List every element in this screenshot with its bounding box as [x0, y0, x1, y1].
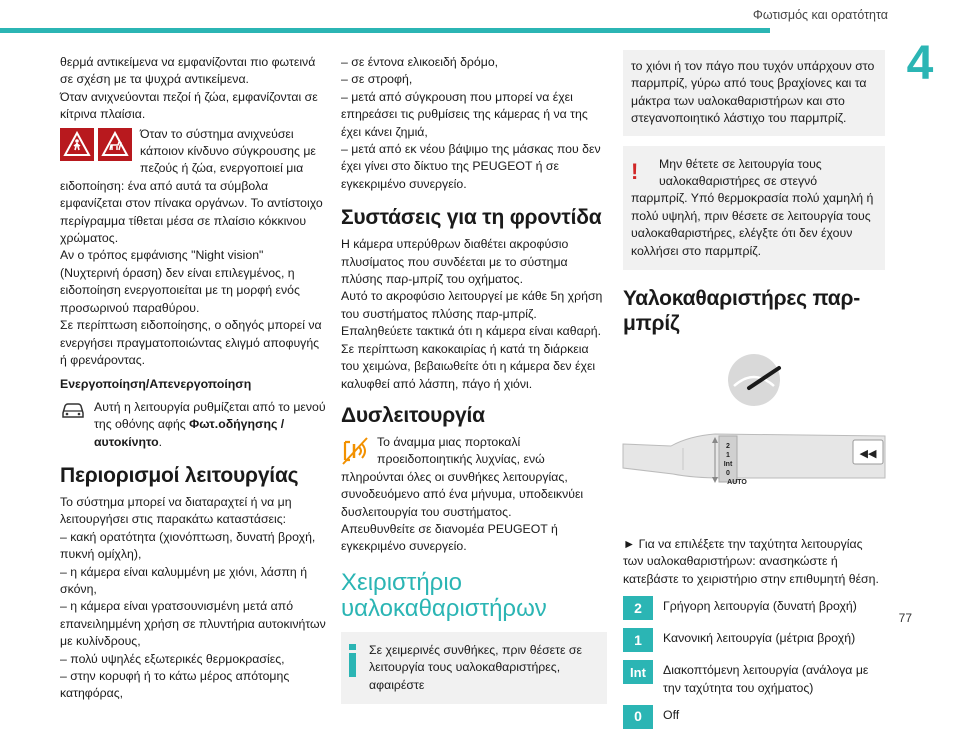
pos-auto: AUTO: [727, 479, 747, 487]
column-2: [341, 54, 607, 704]
collision-warning-block: [60, 126, 326, 248]
mode-badge: 1: [623, 628, 653, 652]
instruction-text: ► Για να επιλέξετε την ταχύτητα λειτουργίας των υαλοκαθαριστήρων: ανασηκώστε ή κατεβάστε το χειριστήριο στην επιθυμητή θέση.: [623, 537, 879, 586]
note-box: [623, 50, 885, 136]
pos-int: Int: [723, 461, 733, 469]
section-title: Φωτισμός και ορατότητα: [752, 8, 888, 22]
fault-heading: Δυσλειτουργία: [341, 403, 485, 427]
page-number: 77: [898, 611, 912, 625]
mode-badge: 2: [623, 596, 653, 620]
pos-2: 2: [726, 443, 730, 451]
info-icon: [349, 644, 359, 694]
paragraph: Το σύστημα μπορεί να διαταραχτεί ή να μη λειτουργήσει στις παρακάτω καταστάσεις:: [60, 494, 292, 527]
mode-item-fast: [623, 596, 885, 620]
limits-heading: Περιορισμοί λειτουργίας: [60, 463, 299, 487]
front-wipers-heading: Υαλοκαθαριστήρες παρ-μπρίζ: [623, 287, 861, 336]
exclamation-icon: !: [631, 158, 639, 184]
wipers-heading: Χειριστήριο υαλοκαθαριστήρων: [341, 568, 547, 622]
caution-text: Μην θέτετε σε λειτουργία τους υαλοκαθαριστήρες σε στεγνό παρμπρίζ. Υπό θερμοκρασία πολύ χαμηλή ή πολύ υψηλή, πριν θέσετε σε λειτουργία τους υαλοκαθαριστήρες, ελέγξτε ότι δεν έχουν κολλήσει στο παρμπρίζ.: [631, 156, 874, 258]
mode-text: Διακοπτόμενη λειτουργία (ανάλογα με την ταχύτητα του οχήματος): [663, 663, 869, 695]
paragraph: Σε περίπτωση κακοκαιρίας ή κατά τη διάρκεια του χειμώνα, βεβαιωθείτε ότι η κάμερα δεν έχει καλυφθεί από λάσπη, πάγο ή χιόνι.: [341, 341, 596, 391]
wiper-diagram: [623, 344, 885, 540]
pedestrian-warning-icon: [60, 128, 94, 161]
wiper-icon: [728, 354, 780, 406]
mode-text: Γρήγορη λειτουργία (δυνατή βροχή): [663, 599, 857, 614]
activation-heading: Ενεργοποίηση/Απενεργοποίηση: [60, 377, 252, 392]
paragraph: Σε περίπτωση ειδοποίησης, ο οδηγός μπορεί να ενεργήσει πραγματοποιώντας ελιγμό αποφυγής ή φρενάροντας.: [60, 318, 322, 367]
info-text: Σε χειμερινές συνθήκες, πριν θέσετε σε λειτουργία τους υαλοκαθαριστήρες, αφαιρέστε: [369, 642, 582, 692]
header-accent-bar: [0, 28, 770, 33]
mode-badge: Int: [623, 660, 653, 684]
paragraph: Επαληθεύετε τακτικά ότι η κάμερα είναι καθαρή.: [341, 324, 601, 339]
activation-text: Αυτή η λειτουργία ρυθμίζεται από το μενού της οθόνης αφής Φωτ.οδήγησης / αυτοκίνητο.: [94, 399, 326, 449]
warning-paragraph: Όταν το σύστημα ανιχνεύσει κάποιον κίνδυνο σύγκρουσης με πεζούς ή ζώα, ενεργοποιεί μια ειδοποίηση: ένα από αυτά τα σύμβολα εμφανίζεται στον πίνακα οργάνων. Το αντίστοιχο περίγραμμα τίθεται μέσα σε πλαίσιο κόκκινου χρώματος.: [60, 126, 323, 246]
list-item: – σε έντονα ελικοειδή δρόμο,: [341, 55, 499, 69]
list-item: – κακή ορατότητα (χιονόπτωση, δυνατή βροχή, πυκνή ομίχλη),: [60, 529, 316, 562]
column-3: [623, 54, 885, 737]
mode-badge: 0: [623, 705, 653, 729]
activation-row: [60, 399, 326, 451]
camera-fault-icon: [341, 436, 369, 466]
list-item: – στην κορυφή ή το κάτω μέρος απότομης κατηφόρας,: [60, 669, 290, 701]
chapter-number: 4: [906, 37, 934, 90]
mode-list: [623, 596, 885, 729]
wiper-stalk-illustration: [623, 344, 885, 540]
svg-text:◀◀: ◀◀: [859, 447, 877, 461]
list-item: – μετά από εκ νέου βάψιμο της μάσκας που δεν έχει γίνει στο δίκτυο της PEUGEOT ή σε εγκεκριμένο συνεργείο.: [341, 142, 601, 191]
caution-box: [623, 146, 885, 270]
car-icon: [60, 400, 86, 420]
mode-item-off: [623, 705, 885, 729]
warning-icons: [60, 128, 132, 161]
mode-item-normal: [623, 628, 885, 652]
list-item: – μετά από σύγκρουση που μπορεί να έχει επηρεάσει τις ρυθμίσεις της κάμερας ή να της έχει κάνει ζημιά,: [341, 89, 588, 139]
column-1: [60, 54, 326, 703]
care-heading: Συστάσεις για τη φροντίδα: [341, 206, 602, 230]
list-item: – σε στροφή,: [341, 72, 413, 87]
mode-text: Off: [663, 708, 680, 723]
info-box: [341, 632, 607, 704]
fault-block: [341, 434, 607, 521]
list-item: – πολύ υψηλές εξωτερικές θερμοκρασίες,: [60, 651, 285, 666]
list-item: – η κάμερα είναι καλυμμένη με χιόνι, λάσπη ή σκόνη,: [60, 564, 308, 596]
mode-text: Κανονική λειτουργία (μέτρια βροχή): [663, 631, 856, 646]
list-item: – η κάμερα είναι γρατσουνισμένη μετά από επανειλημμένη χρήση σε πλυντήρια αυτοκινήτων με κυλίνδρους,: [60, 599, 326, 649]
mode-item-intermittent: [623, 660, 885, 697]
fault-text: Το άναμμα μιας πορτοκαλί προειδοποιητικής λυχνίας, ενώ πληρούνται όλες οι συνθήκες λειτουργίας, συνοδευόμενο από ένα μήνυμα, υποδεικνύει δυσλειτουργία του συστήματος.: [341, 434, 584, 519]
paragraph: Αν ο τρόπος εμφάνισης "Night vision" (Νυχτερινή όραση) δεν είναι επιλεγμένος, η ειδοποίηση ενεργοποιείται με τη μορφή ενός προσωρινού παραθύρου.: [60, 248, 300, 315]
paragraph: Όταν ανιχνεύονται πεζοί ή ζώα, εμφανίζονται σε κίτρινα πλαίσια.: [60, 89, 318, 122]
note-text: το χιόνι ή τον πάγο που τυχόν υπάρχουν στο παρμπρίζ, γύρω από τους βραχίονες και τα μάκτρα των υαλοκαθαριστήρων και στο στεγανοποιητικό λάστιχο του παρμπρίζ.: [631, 59, 875, 126]
paragraph: θερμά αντικείμενα να εμφανίζονται πιο φωτεινά σε σχέση με τα ψυχρά αντικείμενα.: [60, 55, 316, 87]
menu-path: Φωτ.οδήγησης / αυτοκίνητο: [94, 417, 285, 449]
animal-warning-icon: [98, 128, 132, 161]
pos-1: 1: [726, 452, 730, 460]
paragraph: Απευθυνθείτε σε διανομέα PEUGEOT ή εγκεκριμένο συνεργείο.: [341, 521, 558, 554]
paragraph: Η κάμερα υπερύθρων διαθέτει ακροφύσιο πλυσίματος που συνδέεται με το σύστημα πλύσης παρ-μπρίζ του οχήματος.: [341, 237, 569, 287]
pos-0: 0: [726, 470, 730, 478]
paragraph: Αυτό το ακροφύσιο λειτουργεί με κάθε 5η χρήση του συστήματος πλύσης παρ-μπρίζ.: [341, 289, 603, 321]
